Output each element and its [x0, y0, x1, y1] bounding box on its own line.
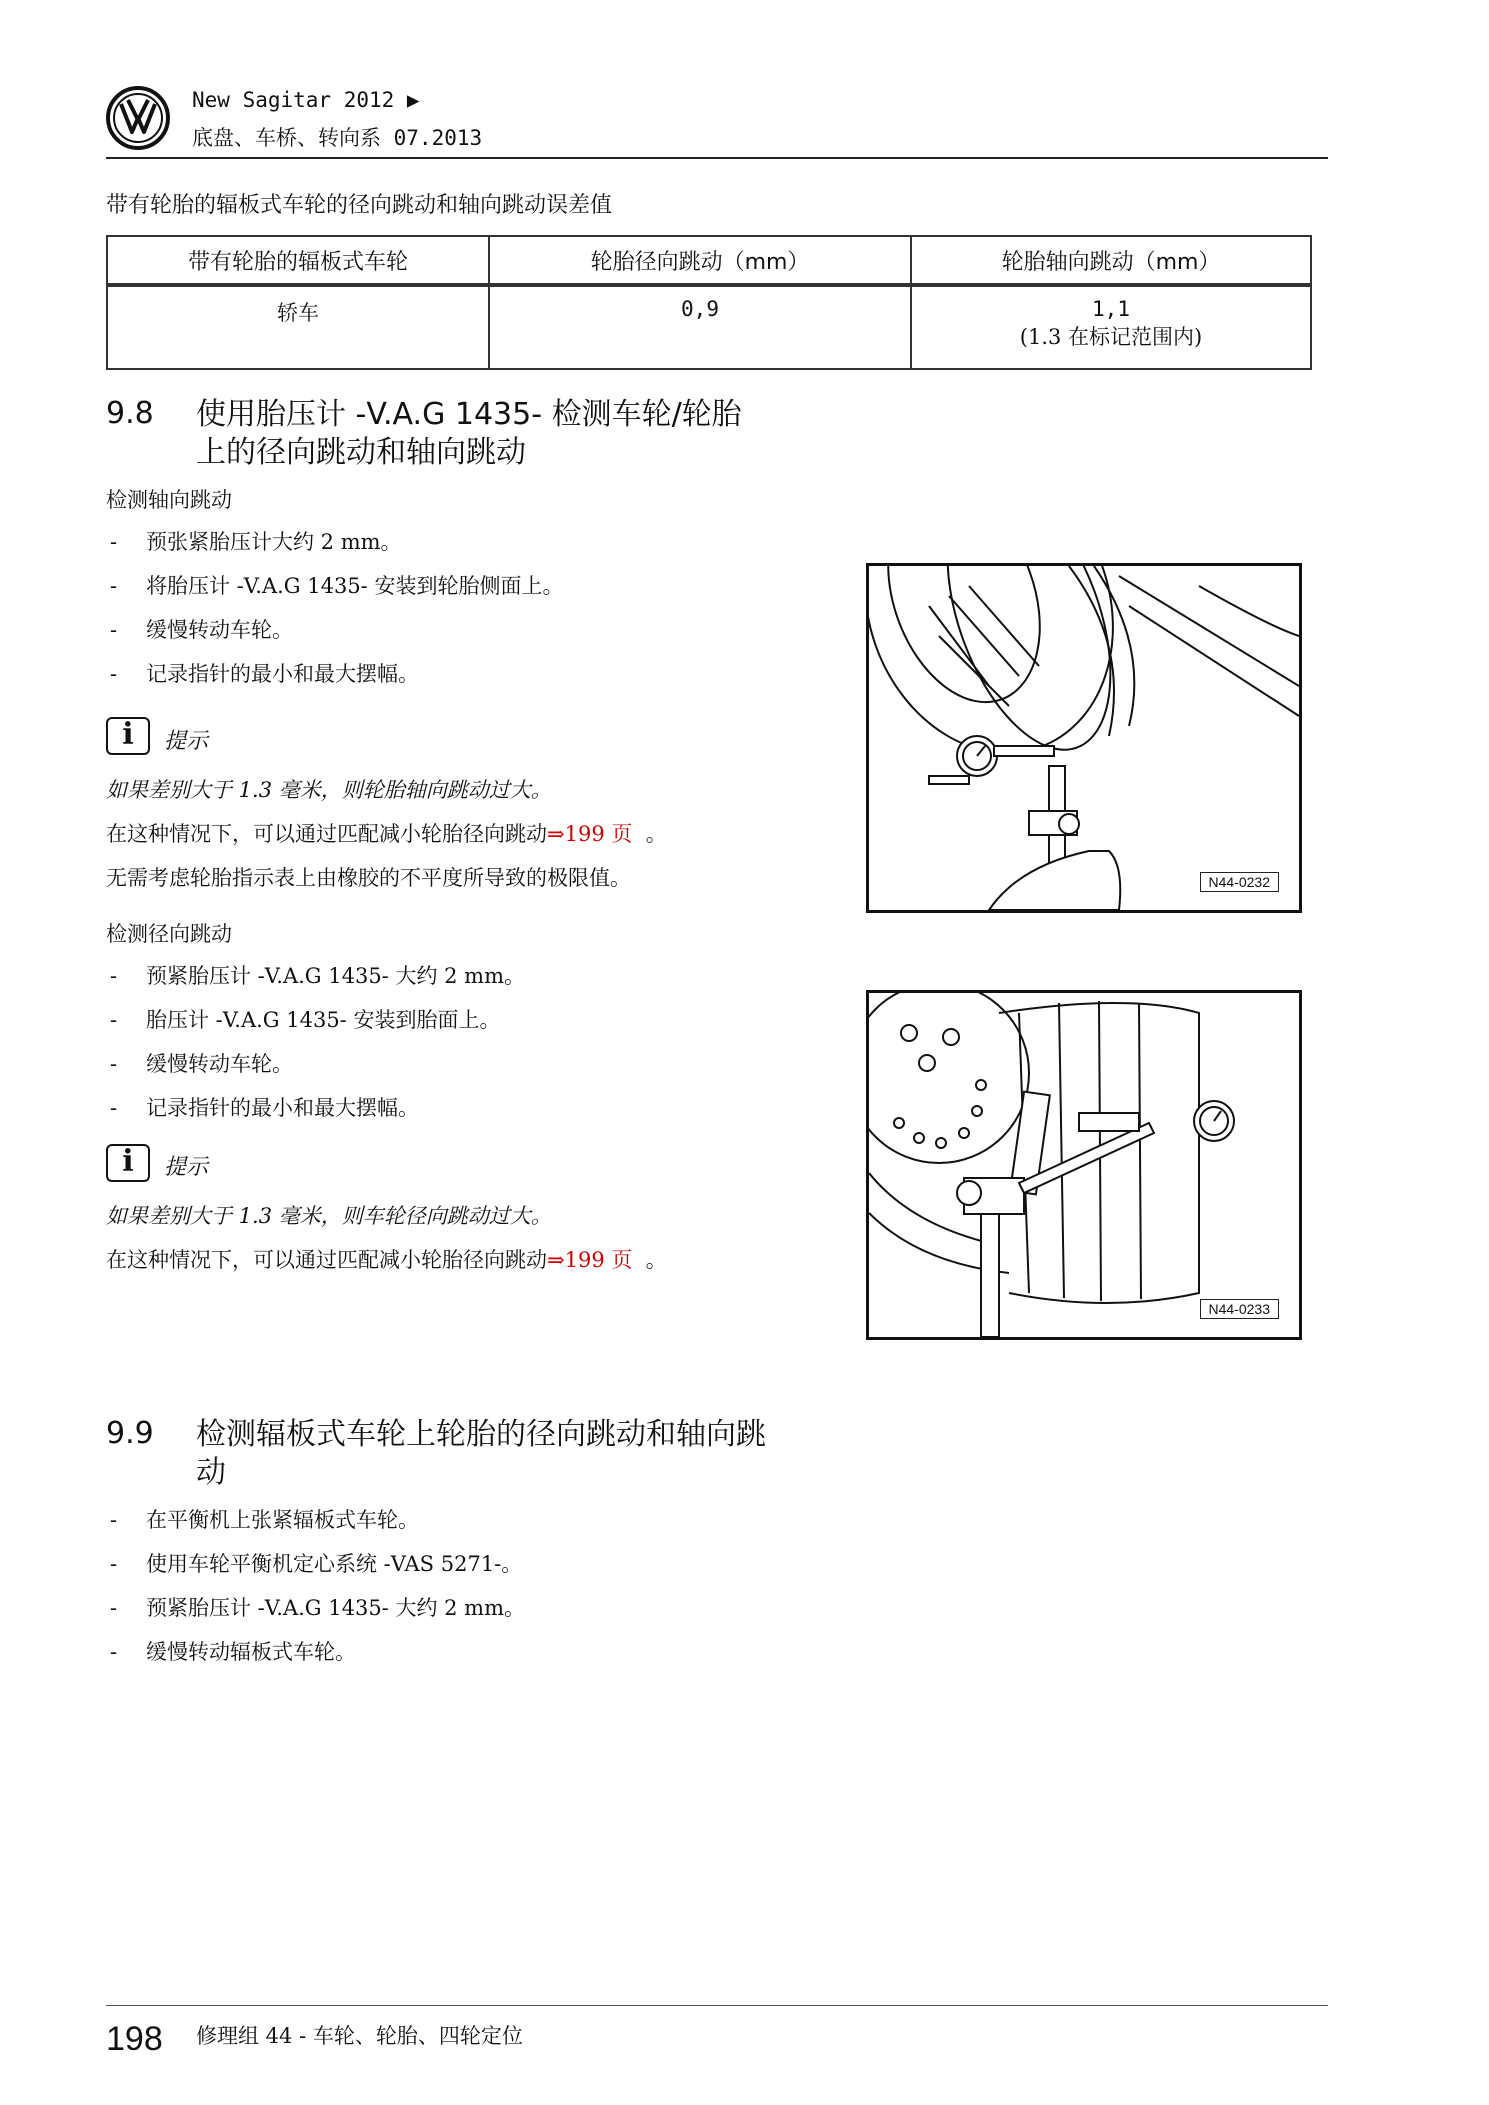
paragraph: 在这种情况下，可以通过匹配减小轮胎径向跳动⇒199 页 。: [106, 1248, 667, 1272]
figure-axial-runout: [866, 563, 1302, 913]
list-item: - 将胎压计 -V.A.G 1435- 安装到轮胎侧面上。: [110, 574, 564, 598]
note-text: 如果差别大于 1.3 毫米，则车轮径向跳动过大。: [106, 1204, 552, 1228]
table-header-row: [107, 236, 1311, 285]
axial-note: (1.3 在标记范围内): [1019, 325, 1203, 349]
paragraph: 无需考虑轮胎指示表上由橡胶的不平度所导致的极限值。: [106, 866, 631, 890]
header-model: New Sagitar 2012 ▶: [192, 88, 420, 112]
table-cell-type: 轿车: [107, 285, 489, 369]
list-item: - 记录指针的最小和最大摆幅。: [110, 1096, 419, 1120]
figure-label: N44-0233: [1200, 1299, 1280, 1319]
header-chapter: 底盘、车桥、转向系 07.2013: [192, 126, 483, 150]
info-icon: i: [106, 717, 150, 755]
axial-value: 1,1: [1092, 297, 1130, 321]
note-label: 提示: [164, 729, 209, 754]
section-9-9-number: 9.9: [106, 1416, 154, 1451]
footer-divider: [106, 2005, 1328, 2006]
vw-logo-icon: [106, 86, 170, 150]
section-9-9-title: [196, 1416, 766, 1492]
table-caption: 带有轮胎的辐板式车轮的径向跳动和轴向跳动误差值: [106, 193, 613, 218]
header-divider: [106, 157, 1328, 159]
note-label: 提示: [164, 1155, 209, 1180]
list-item: - 预张紧胎压计大约 2 mm。: [110, 530, 402, 554]
note-text: 如果差别大于 1.3 毫米，则轮胎轴向跳动过大。: [106, 778, 552, 802]
radial-heading: 检测径向跳动: [106, 922, 232, 946]
section-9-8-title: [196, 396, 742, 472]
list-item: - 记录指针的最小和最大摆幅。: [110, 662, 419, 686]
runout-table: [106, 235, 1312, 370]
footer-text: 修理组 44 - 车轮、轮胎、四轮定位: [196, 2024, 523, 2048]
list-item: - 缓慢转动车轮。: [110, 618, 293, 642]
table-header-cell: 轮胎径向跳动（mm）: [489, 236, 911, 285]
table-cell-axial: [911, 285, 1311, 369]
list-item: - 缓慢转动辐板式车轮。: [110, 1640, 356, 1664]
section-title-line: 使用胎压计 -V.A.G 1435- 检测车轮/轮胎: [196, 397, 742, 432]
section-9-8-number: 9.8: [106, 396, 154, 431]
section-title-line: 上的径向跳动和轴向跳动: [196, 435, 526, 470]
section-title-line: 动: [196, 1455, 226, 1490]
paragraph: 在这种情况下，可以通过匹配减小轮胎径向跳动⇒199 页 。: [106, 822, 667, 846]
list-item: - 预紧胎压计 -V.A.G 1435- 大约 2 mm。: [110, 964, 525, 988]
list-item: - 使用车轮平衡机定心系统 -VAS 5271-。: [110, 1552, 523, 1576]
table-header-cell: 带有轮胎的辐板式车轮: [107, 236, 489, 285]
table-header-cell: 轮胎轴向跳动（mm）: [911, 236, 1311, 285]
figure-label: N44-0232: [1200, 872, 1280, 892]
list-item: - 缓慢转动车轮。: [110, 1052, 293, 1076]
tire-tread-gauge-illustration: [869, 993, 1299, 1337]
info-icon: i: [106, 1144, 150, 1182]
page-link[interactable]: ⇒199 页: [547, 1248, 633, 1272]
section-title-line: 检测辐板式车轮上轮胎的径向跳动和轴向跳: [196, 1417, 766, 1452]
table-row: [107, 285, 1311, 369]
page-link[interactable]: ⇒199 页: [547, 822, 633, 846]
list-item: - 在平衡机上张紧辐板式车轮。: [110, 1508, 419, 1532]
axial-heading: 检测轴向跳动: [106, 488, 232, 512]
list-item: - 预紧胎压计 -V.A.G 1435- 大约 2 mm。: [110, 1596, 525, 1620]
page-number: 198: [106, 2020, 163, 2058]
figure-radial-runout: [866, 990, 1302, 1340]
table-cell-radial: 0,9: [489, 285, 911, 369]
list-item: - 胎压计 -V.A.G 1435- 安装到胎面上。: [110, 1008, 501, 1032]
tire-sidewall-gauge-illustration: [869, 566, 1299, 910]
